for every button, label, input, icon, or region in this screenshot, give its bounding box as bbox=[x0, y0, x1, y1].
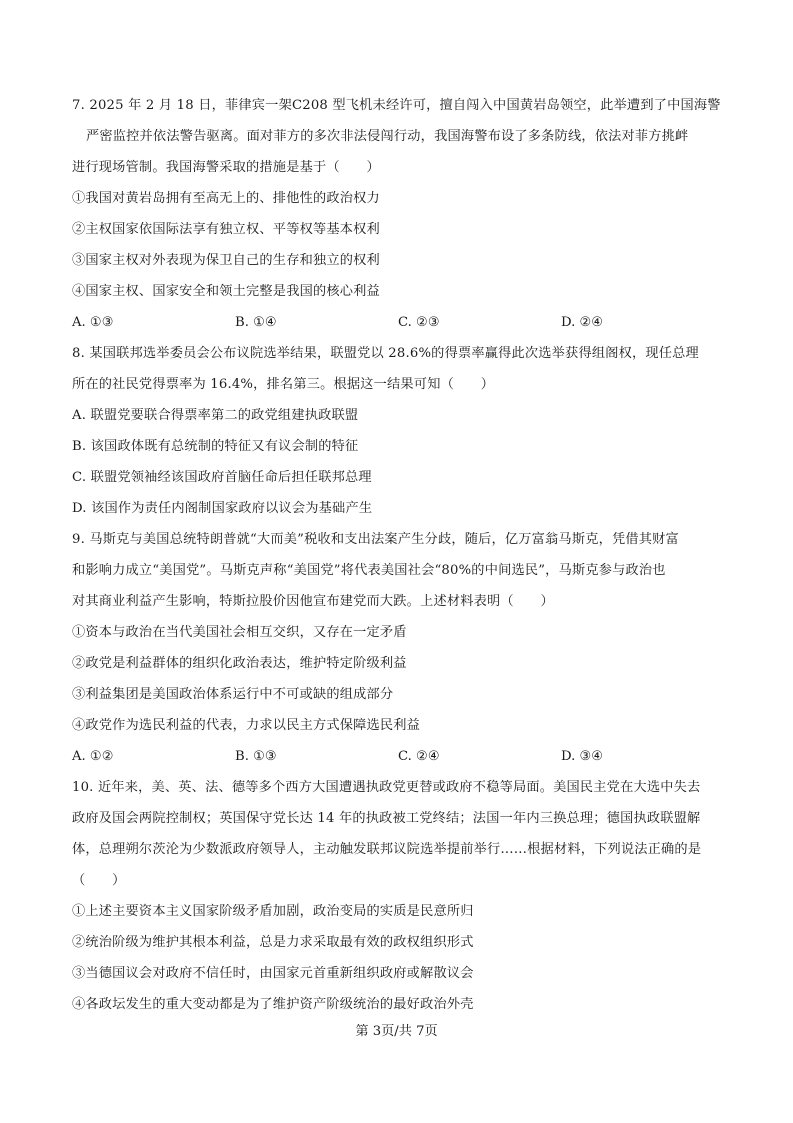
question-7 bbox=[72, 90, 724, 338]
question-stem-line: 对其商业利益产生影响，特斯拉股价因他宣布建党而大跌。上述材料表明（ ） bbox=[72, 594, 554, 609]
statement-item: ③利益集团是美国政治体系运行中不可或缺的组成部分 bbox=[72, 687, 394, 702]
option-c: C. ②④ bbox=[398, 749, 440, 764]
statement-item: ④国家主权、国家安全和领土完整是我国的核心利益 bbox=[72, 284, 380, 299]
question-list bbox=[72, 90, 724, 1020]
answer-option: A. 联盟党要联合得票率第二的政党组建执政联盟 bbox=[72, 408, 359, 423]
question-8 bbox=[72, 338, 724, 524]
question-stem-line: 9. 马斯克与美国总统特朗普就“大而美”税收和支出法案产生分歧，随后，亿万富翁马斯克，凭借其财富 bbox=[72, 532, 679, 547]
statement-item: ④各政坛发生的重大变动都是为了维护资产阶级统治的最好政治外壳 bbox=[72, 997, 474, 1012]
answer-option: B. 该国政体既有总统制的特征又有议会制的特征 bbox=[72, 439, 359, 454]
option-d: D. ②④ bbox=[561, 315, 604, 330]
option-a: A. ①③ bbox=[72, 315, 114, 330]
question-stem-line: 和影响力成立“美国党”。马斯克声称“美国党”将代表美国社会“80%的中间选民”，马斯克参与政治也 bbox=[72, 563, 666, 578]
option-c: C. ②③ bbox=[398, 315, 440, 330]
answer-options bbox=[72, 307, 724, 338]
statement-item: ③国家主权对外表现为保卫自己的生存和独立的权利 bbox=[72, 253, 380, 268]
answer-option: C. 联盟党领袖经该国政府首脑任命后担任联邦总理 bbox=[72, 470, 372, 485]
statement-item: ②统治阶级为维护其根本利益，总是力求采取最有效的政权组织形式 bbox=[72, 935, 474, 950]
statement-item: ①资本与政治在当代美国社会相互交织，又存在一定矛盾 bbox=[72, 625, 407, 640]
question-stem-line: （ ） bbox=[72, 873, 126, 888]
statement-item: ③当德国议会对政府不信任时，由国家元首重新组织政府或解散议会 bbox=[72, 966, 474, 981]
statement-item: ①我国对黄岩岛拥有至高无上的、排他性的政治权力 bbox=[72, 191, 380, 206]
question-stem-line: 10. 近年来，美、英、法、德等多个西方大国遭遇执政党更替或政府不稳等局面。美国民主党在大选中失去 bbox=[72, 780, 701, 795]
question-10 bbox=[72, 772, 724, 1020]
statement-item: ④政党作为选民利益的代表，力求以民主方式保障选民利益 bbox=[72, 718, 421, 733]
statement-item: ②政党是利益群体的组织化政治表达，维护特定阶级利益 bbox=[72, 656, 407, 671]
option-d: D. ③④ bbox=[561, 749, 604, 764]
answer-options bbox=[72, 741, 724, 772]
answer-option: D. 该国作为责任内阁制国家政府以议会为基础产生 bbox=[72, 501, 373, 516]
option-a: A. ①② bbox=[72, 749, 114, 764]
question-stem-line: 所在的社民党得票率为 16.4%，排名第三。根据这一结果可知（ ） bbox=[72, 377, 495, 392]
question-9 bbox=[72, 524, 724, 772]
page-number: 第 3页/共 7页 bbox=[355, 1024, 438, 1039]
statement-item: ②主权国家依国际法享有独立权、平等权等基本权利 bbox=[72, 222, 380, 237]
statement-item: ①上述主要资本主义国家阶级矛盾加剧，政治变局的实质是民意所归 bbox=[72, 904, 474, 919]
question-stem-line: 体，总理朔尔茨沦为少数派政府领导人，主动触发联邦议院选举提前举行……根据材料，下列说法正确的是 bbox=[72, 842, 702, 857]
option-b: B. ①③ bbox=[235, 749, 277, 764]
question-stem-line: 政府及国会两院控制权；英国保守党长达 14 年的执政被工党终结；法国一年内三换总理；德国执政联盟解 bbox=[72, 811, 701, 826]
option-b: B. ①④ bbox=[235, 315, 277, 330]
question-stem-line: 7. 2025 年 2 月 18 日，菲律宾一架C208 型飞机未经许可，擅自闯入中国黄岩岛领空，此举遭到了中国海警 bbox=[72, 98, 721, 113]
question-stem-line: 8. 某国联邦选举委员会公布议院选举结果，联盟党以 28.6%的得票率赢得此次选举获得组阁权，现任总理 bbox=[72, 346, 699, 361]
question-stem-line: 进行现场管制。我国海警采取的措施是基于（ ） bbox=[72, 160, 380, 175]
question-stem-line: 严密监控并依法警告驱离。面对菲方的多次非法侵闯行动，我国海警布设了多条防线，依法对菲方挑衅 bbox=[86, 129, 689, 144]
